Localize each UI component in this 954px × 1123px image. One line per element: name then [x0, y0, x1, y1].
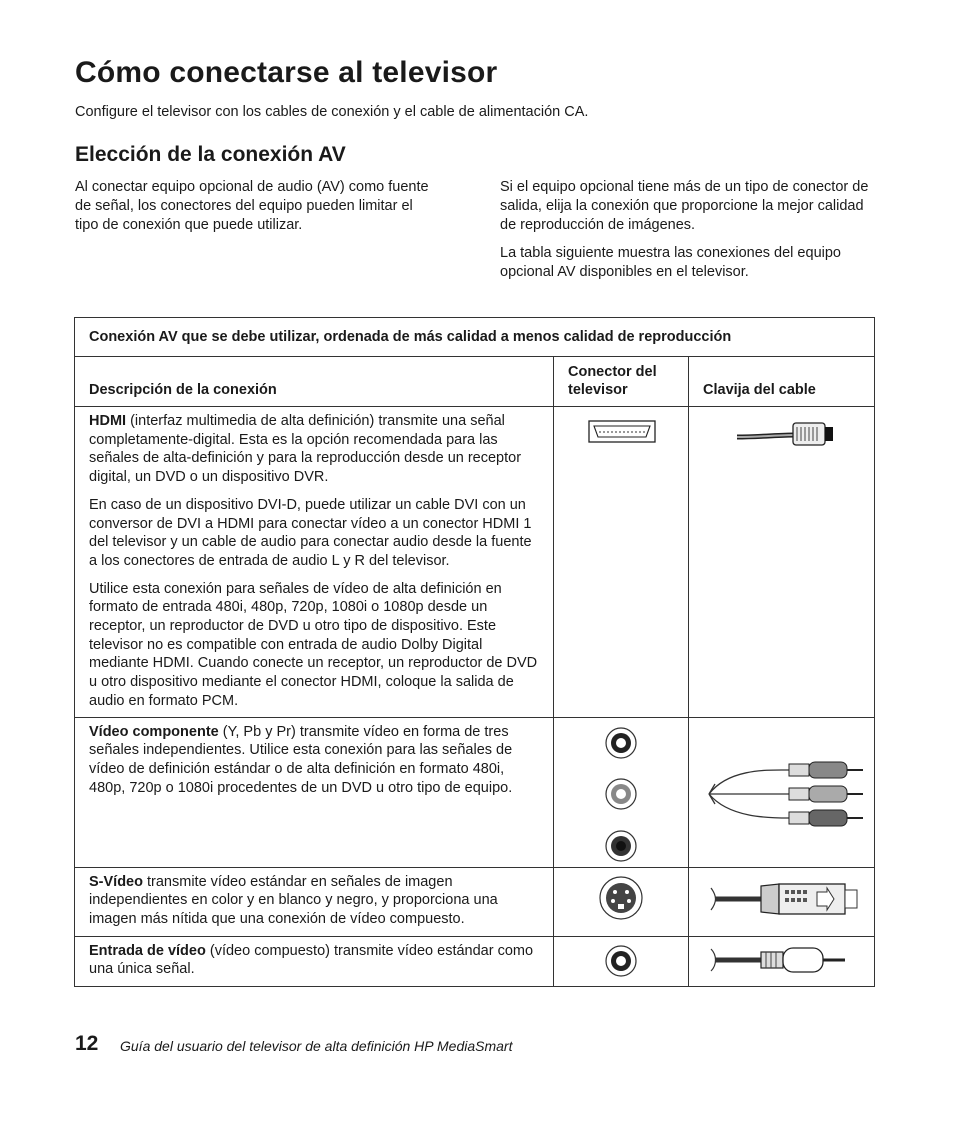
hdmi-plug-cell	[689, 407, 875, 718]
composite-plug-cell	[689, 936, 875, 986]
component-cable-plugs-icon	[689, 718, 874, 868]
component-jacks-icon	[554, 718, 688, 868]
composite-connector-cell	[554, 936, 689, 986]
av-connection-table	[74, 317, 875, 987]
table-header-row	[75, 357, 875, 407]
row-text: (interfaz multimedia de alta definición) transmite una señal completamente-digital. Esta es la opción recomendada para las señales de alta-definición y para la reproducción desde un receptor digital, un DVD o un dispositivo DVR.	[89, 413, 522, 486]
header-tv-connector: Conector del televisor	[554, 357, 689, 407]
svideo-plug-cell	[689, 867, 875, 936]
row-name: HDMI	[89, 413, 127, 429]
header-description: Descripción de la conexión	[75, 357, 554, 407]
right-column	[500, 178, 880, 291]
row-text: transmite vídeo estándar en señales de imagen independientes en color y en blanco y negro, y proporciona una imagen más nítida que una conexión de vídeo compuesto.	[89, 873, 498, 927]
page-title: Cómo conectarse al televisor	[75, 56, 498, 89]
section-title: Elección de la conexión AV	[75, 143, 346, 166]
table-title-row	[75, 318, 875, 357]
hdmi-paragraph-3: Utilice esta conexión para señales de vídeo de alta definición en formato de entrada 480i, 480p, 720p, 1080i o 1080p desde un receptor, un reproductor de DVD u otro tipo de dispositivo. Este televisor no es compatible con entrada de audio Dolby Digital mediante HDMI. Cuando conecte un receptor, un reproductor de DVD u otro dispositivo mediante el conector HDMI, coloque la salida de audio en formato PCM.	[89, 580, 538, 709]
footer-title: Guía del usuario del televisor de alta definición HP MediaSmart	[120, 1038, 513, 1054]
row-name: S-Vídeo	[89, 873, 143, 890]
hdmi-paragraph-2: En caso de un dispositivo DVI-D, puede utilizar un cable DVI con un conversor de DVI a HDMI para conectar vídeo a un conector HDMI 1 del televisor y un cable de audio para conectar audio desde la fuente a los conectores de entrada de audio L y R del televisor.	[89, 496, 532, 569]
svideo-paragraph	[89, 873, 539, 929]
table-title: Conexión AV que se debe utilizar, ordenada de más calidad a menos calidad de reproducción	[75, 318, 875, 357]
component-description	[75, 717, 554, 867]
s-video-jack-icon	[554, 868, 688, 936]
right-paragraph-2: La tabla siguiente muestra las conexiones del equipo opcional AV disponibles en el televisor.	[500, 245, 841, 280]
intro-text: Configure el televisor con los cables de conexión y el cable de alimentación CA.	[75, 104, 589, 120]
row-name: Entrada de vídeo	[89, 942, 206, 959]
component-connector-cell	[554, 717, 689, 867]
hdmi-connector-cell	[554, 407, 689, 718]
table-row	[75, 717, 875, 867]
row-text: (Y, Pb y Pr) transmite vídeo en forma de tres señales independientes. Utilice esta conexión para las señales de vídeo de definición estándar o de alta definición en formato 480i, 480p, 720p o 1080i procedentes de un DVD u otro tipo de equipo.	[89, 723, 513, 796]
component-paragraph	[89, 723, 539, 798]
left-paragraph: Al conectar equipo opcional de audio (AV) como fuente de señal, los conectores del equipo pueden limitar el tipo de conexión que puede utilizar.	[75, 179, 429, 233]
svideo-connector-cell	[554, 867, 689, 936]
composite-cable-plug-icon	[689, 937, 874, 987]
hdmi-description	[75, 407, 554, 718]
page-number: 12	[75, 1032, 99, 1055]
table-row	[75, 867, 875, 936]
row-text: (vídeo compuesto) transmite vídeo estándar como una única señal.	[89, 942, 534, 978]
hdmi-connector-icon	[554, 407, 688, 447]
component-plug-cell	[689, 717, 875, 867]
s-video-cable-plug-icon	[689, 868, 874, 936]
composite-description	[75, 936, 554, 986]
header-cable-plug: Clavija del cable	[689, 357, 875, 407]
row-name: Vídeo componente	[89, 723, 219, 740]
composite-paragraph	[89, 942, 539, 979]
hdmi-cable-plug-icon	[689, 407, 874, 457]
left-column	[75, 178, 435, 244]
table-row	[75, 936, 875, 986]
composite-jack-icon	[554, 937, 688, 987]
svideo-description	[75, 867, 554, 936]
hdmi-paragraph-1	[89, 412, 539, 487]
right-paragraph-1: Si el equipo opcional tiene más de un tipo de conector de salida, elija la conexión que proporcione la mejor calidad de reproducción de imágenes.	[500, 179, 869, 233]
table-row	[75, 407, 875, 718]
